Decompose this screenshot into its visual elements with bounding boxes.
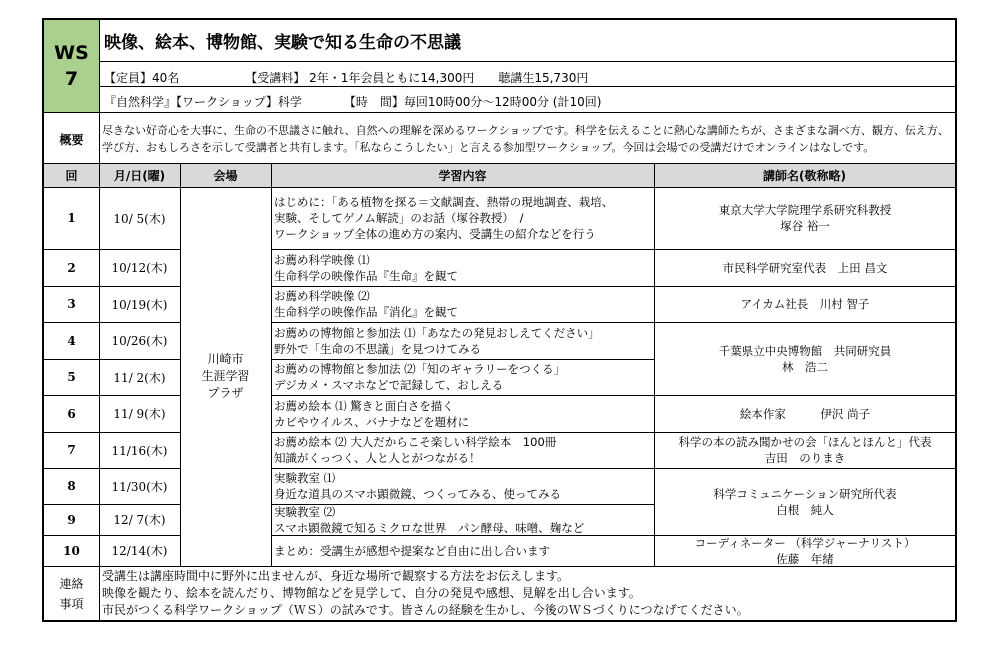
overview-text: 尽きない好奇心を大事に、生命の不思議さに触れ、自然への理解を深めるワークショップです。科学を伝えることに熱心な講師たちが、さまざまな調べ方、観方、伝え方、学び方、おもしろさを示して受講者と共有します。「私ならこうしたい」と言える参加型ワークショップ。今回は会場での受講だけでオンラインはなしです。 — [102, 124, 949, 154]
session-content: 実験教室 ⑵ スマホ顕微鏡で知るミクロな世界 パン酵母、味噌、麹など — [274, 504, 585, 535]
venue-cell: 川崎市 生涯学習 プラザ — [201, 352, 250, 400]
session-content: お薦め科学映像 ⑴ 生命科学の映像作品『生命』を観て — [274, 252, 458, 283]
page-title: 映像、絵本、博物館、実験で知る生命の不思議 — [104, 33, 461, 53]
notes-line-2: 映像を観たり、絵本を読んだり、博物館などを見学して、自分の発見や感想、見解を出し合います。 — [102, 586, 641, 600]
instructor-cell: アイカム社長 川村 智子 — [740, 297, 870, 311]
session-date: 10/ 5(木) — [113, 211, 166, 226]
session-number: 4 — [67, 333, 76, 348]
session-content: まとめ：受講生が感想や提案など自由に出し合います — [274, 543, 550, 558]
session-date: 10/12(木) — [111, 261, 168, 275]
instructor-cell: 東京大学大学院理学系研究科教授 塚谷 裕一 — [718, 203, 892, 233]
instructor-cell: 科学の本の読み聞かせの会「ほんとほんと」代表 吉田 のりまき — [678, 435, 932, 465]
column-header-content: 学習内容 — [438, 168, 487, 183]
instructor-cell: 科学コミュニケーション研究所代表 白根 純人 — [713, 486, 897, 517]
session-number: 7 — [67, 443, 76, 457]
info-line-fee: 【定員】40名 【受講料】 2年・1年会員ともに14,300円 聴講生15,730円 — [104, 71, 589, 85]
session-content: 実験教室 ⑴ 身近な道具のスマホ顕微鏡、つくってみる、使ってみる — [274, 471, 562, 501]
session-date: 11/16(木) — [111, 443, 168, 458]
session-number: 2 — [67, 260, 76, 275]
session-content: お薦め絵本 ⑴ 驚きと面白さを描く カビやウイルス、バナナなどを題材に — [274, 398, 470, 429]
session-date: 10/19(木) — [111, 297, 168, 312]
column-header-instructor: 講師名(敬称略) — [763, 168, 846, 183]
column-header-no: 回 — [65, 168, 78, 183]
column-header-date: 月/日(曜) — [113, 168, 166, 183]
instructor-cell: 市民科学研究室代表 上田 昌文 — [722, 260, 888, 275]
session-number: 1 — [67, 211, 76, 225]
notes-line-3: 市民がつくる科学ワークショップ（ＷＳ）の試みです。皆さんの経験を生かし、今後のＷＳづくりにつなげてください。 — [102, 603, 749, 617]
ws-number-cell: WS 7 — [44, 20, 99, 112]
session-date: 11/30(木) — [111, 479, 168, 494]
session-date: 11/ 2(木) — [113, 370, 166, 385]
notes-text — [102, 568, 952, 622]
session-number: 5 — [67, 370, 76, 384]
session-number: 6 — [67, 406, 76, 421]
session-content: お薦めの博物館と参加法 ⑵「知のギャラリーをつくる」 デジカメ・スマホなどで記録して、おしえる — [274, 362, 566, 392]
info-line-time: 『自然科学』【ワークショップ】科学 【時 間】毎回10時00分～12時00分 (計10回) — [104, 95, 602, 109]
instructor-cell: コーディネーター （科学ジャーナリスト） 佐藤 年緒 — [694, 535, 916, 566]
notes-label: 連絡 事項 — [59, 577, 84, 611]
session-date: 12/14(木) — [111, 544, 168, 558]
session-content: はじめに：「ある植物を探る＝文献調査、熱帯の現地調査、栽培、 実験、そしてゲノム解読」のお話（塚谷教授） / ワークショップ全体の進め方の案内、受講生の紹介などを行う — [274, 195, 614, 241]
session-number: 9 — [67, 512, 76, 527]
column-header-venue: 会場 — [213, 168, 238, 183]
session-number: 10 — [63, 543, 80, 558]
session-date: 12/ 7(木) — [113, 513, 166, 527]
session-content: お薦め科学映像 ⑵ 生命科学の映像作品『消化』を観て — [274, 289, 458, 319]
notes-line-1: 受講生は講座時間中に野外に出ませんが、身近な場所で観察する方法をお伝えします。 — [102, 569, 570, 583]
instructor-cell: 千葉県立中央博物館 共同研究員 林 浩二 — [718, 343, 892, 374]
session-date: 10/26(木) — [111, 334, 168, 348]
session-number: 8 — [67, 479, 76, 493]
session-number: 3 — [67, 297, 76, 311]
overview-label: 概要 — [59, 132, 84, 147]
instructor-cell: 絵本作家 伊沢 尚子 — [739, 406, 871, 421]
session-date: 11/ 9(木) — [113, 407, 166, 421]
workshop-sheet — [42, 18, 957, 622]
session-content: お薦めの博物館と参加法 ⑴「あなたの発見おしえてください」 野外で「生命の不思議」を見つけてみる — [274, 325, 600, 356]
session-content: お薦め絵本 ⑵ 大人だからこそ楽しい科学絵本 100冊 知識がくっつく、人と人とがつながる！ — [274, 435, 557, 465]
